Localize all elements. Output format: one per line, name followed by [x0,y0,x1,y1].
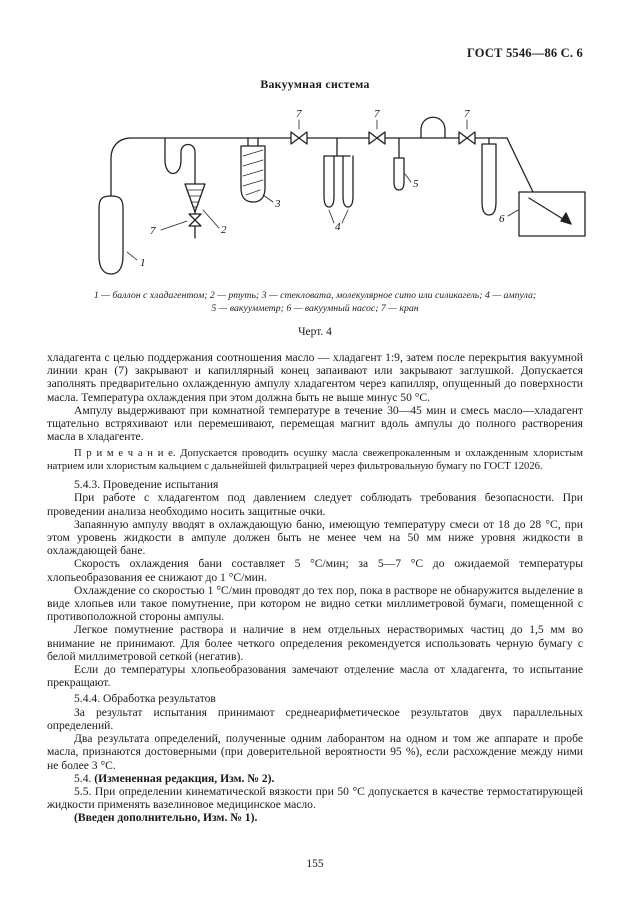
pipe-to-pump [507,138,533,192]
part-label-7-mid: 7 [296,108,302,120]
paragraph: Если до температуры хлопьеобразования замечают отделение масла от хладагента, то испытание прекращают. [47,663,583,690]
label-leader [161,210,219,230]
label-leader [508,210,518,216]
mercury-hatch [187,190,203,207]
part-label-3: 3 [275,198,281,210]
mercury-trap [185,184,205,212]
paragraph: За результат испытания принимают среднеарифметическое результатов двух параллельных определений. [47,705,583,732]
introduced-note: (Введен дополнительно, Изм. № 1). [74,811,258,825]
paragraph: Скорость охлаждения бани составляет 5 °С/мин; за 5—7 °С до ожидаемой температуры хлопьеобразования ее снижают до 1 °С/мин. [47,557,583,584]
figure-title: Вакуумная система [260,77,370,91]
ampoule-right [343,156,353,207]
part-label-5: 5 [413,178,419,190]
ampoule-branch [324,138,350,156]
label-leader [127,252,137,260]
valve-right [459,132,475,144]
section-heading-543: 5.4.3. Проведение испытания [74,478,219,492]
paragraph: Охлаждение со скоростью 1 °С/мин проводят до тех пор, пока в растворе не обнаружится выделение в виде хлопьев или такое помутнение, при котором не видно сетки миллиметровой бумаги, помещенной с противоположной стороны ампулы. [47,583,583,624]
paragraph: 5.5. При определении кинематической вязкости при 50 °С допускается в качестве термостатирующей жидкости применять вазелиновое медицинское масло. [47,784,583,812]
part-label-7-lower: 7 [150,225,156,237]
part-label-7-branch: 7 [374,108,380,120]
column-hatch [243,150,263,195]
body-text [47,351,583,825]
pipe-loop [421,117,445,138]
refrigerant-cylinder [99,196,123,274]
paragraph: Ампулу выдерживают при комнатной температуре в течение 30—45 мин и смесь масло—хладагент тщательно встряхивают или перемешивают, перемещая магнит вдоль ампулы до полного растворения масла в хладагенте. [47,403,583,444]
ampoule-left [324,156,334,207]
vacuum-gauge [394,138,404,190]
amendment-note: (Измененная редакция, Изм. № 2). [94,771,275,785]
paragraph-continuation: хладагента с целью поддержания соотношения масло — хладагент 1:9, затем после перекрытия вакуумной линии кран (7) закрывают и капиллярный конец запаивают или закрывают заглушкой. Допускается заполнять предварительно охлажденную ампулу хладагентом через капилляр, опущенный до поверхности масла. Температура охлаждения при этом должна быть не выше минус 50 °С. [47,351,583,404]
right-trap [482,138,496,215]
part-label-4: 4 [335,221,341,233]
amendment-line [47,772,583,785]
valve-lower [189,214,201,226]
paragraph: При работе с хладагентом под давлением следует соблюдать требования безопасности. При проведении анализа необходимо носить защитные очки. [47,491,583,518]
figure-caption [47,290,583,315]
page-number: 155 [306,858,324,870]
doc-reference: ГОСТ 5546—86 С. 6 [466,46,583,60]
label-leader [263,195,273,202]
figure-label: Черт. 4 [298,326,332,338]
part-label-1: 1 [140,257,146,269]
caption-line-1: 1 — баллон с хладагентом; 2 — ртуть; 3 — стекловата, молекулярное сито или силикагель; 4 — ампула; [93,290,537,301]
caption-line-2: 5 — вакуумметр; 6 — вакуумный насос; 7 — кран [211,302,419,314]
column-neck [248,138,258,146]
vacuum-system-diagram [47,100,587,288]
valve-ampoule [369,132,385,144]
pipe-swan-neck [165,138,195,184]
note-paragraph: П р и м е ч а н и е. Допускается проводить осушку масла свежепрокаленным и охлажденным хлористым натрием или хлористым кальцием с дальнейшей фильтрацией через фильтровальную бумагу по ГОСТ 12026. [47,448,583,472]
valve-mid [291,132,307,144]
part-label-6: 6 [499,213,505,225]
part-label-2: 2 [221,224,227,236]
label-leader [405,174,411,182]
paragraph: Запаянную ампулу вводят в охлаждающую баню, имеющую температуру смеси от 18 до 28 °С, при этом уровень жидкости в ампуле должен быть не менее чем на 50 мм ниже уровня жидкости в охлаждающей бане. [47,517,583,558]
pipe-left-bend [111,138,131,196]
paragraph: Два результата определений, полученные одним лаборантом на одном и том же аппарате и пробе масла, признаются достоверными (при доверительной вероятности 95 %), если расхождение между ними не более 3 °С. [47,732,583,772]
part-label-7-right: 7 [464,108,470,120]
section-heading-544: 5.4.4. Обработка результатов [74,692,216,706]
sorbent-column [241,146,265,202]
clause-number: 5.4. [74,771,95,785]
paragraph: Легкое помутнение раствора и наличие в нем отдельных нерастворимых частиц до 1,5 мм во внимание не принимают. Для более четкого определения рекомендуется использовать черную бумагу с белой миллиметровой сеткой (негатив). [47,623,583,663]
